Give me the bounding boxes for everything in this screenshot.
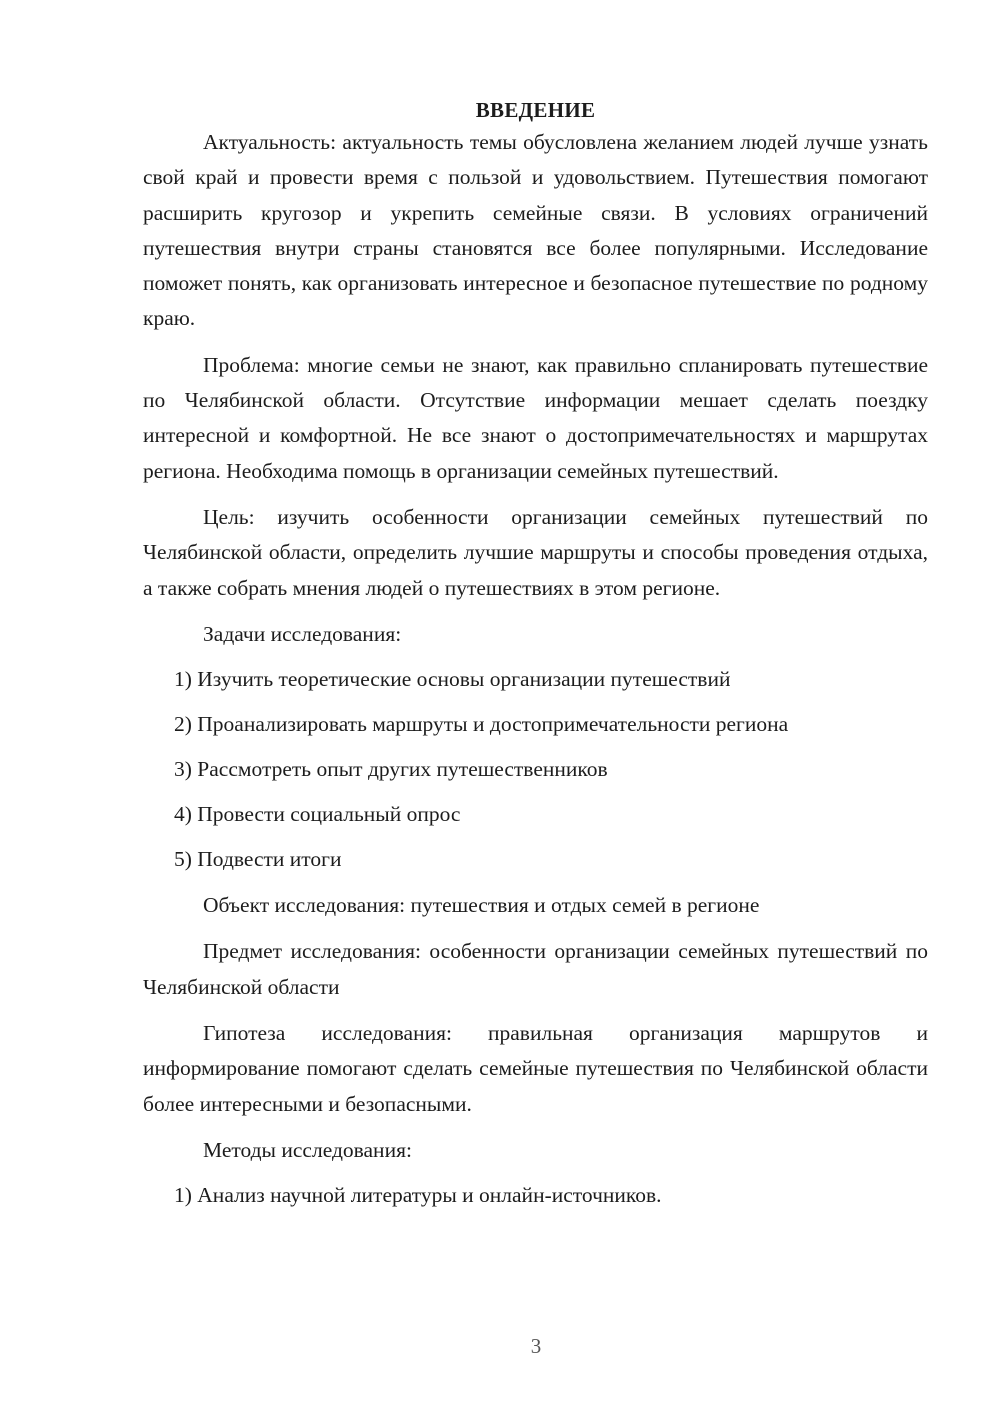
- problem-paragraph: Проблема: многие семьи не знают, как правильно спланировать путешествие по Челябинской области. Отсутствие информации мешает сделать поездку интересной и комфортной. Не все знают о достопримечательностях и маршрутах региона. Необходима помощь в организации семейных путешествий.: [143, 352, 928, 483]
- page-number: 3: [530, 1334, 542, 1358]
- document-title: ВВЕДЕНИЕ: [475, 98, 596, 122]
- tasks-heading: Задачи исследования:: [203, 621, 402, 646]
- document-page: [143, 95, 928, 1213]
- task-item: 3) Рассмотреть опыт других путешественников: [174, 757, 608, 782]
- object-paragraph: Объект исследования: путешествия и отдых семей в регионе: [203, 893, 760, 918]
- task-item: 5) Подвести итоги: [174, 847, 342, 872]
- task-item: 2) Проанализировать маршруты и достопримечательности региона: [174, 712, 789, 737]
- hypothesis-paragraph: Гипотеза исследования: правильная организация маршрутов и информирование помогают сделать семейные путешествия по Челябинской области более интересными и безопасными.: [143, 1021, 928, 1116]
- subject-paragraph: Предмет исследования: особенности организации семейных путешествий по Челябинской области: [143, 939, 928, 999]
- task-item: 1) Изучить теоретические основы организации путешествий: [174, 667, 731, 692]
- relevance-paragraph: Актуальность: актуальность темы обусловлена желанием людей лучше узнать свой край и провести время с пользой и удовольствием. Путешествия помогают расширить кругозор и укрепить семейные связи. В условиях ограничений путешествия внутри страны становятся все более популярными. Исследование поможет понять, как организовать интересное и безопасное путешествие по родному краю.: [143, 130, 928, 331]
- method-item: 1) Анализ научной литературы и онлайн-источников.: [174, 1183, 662, 1208]
- task-item: 4) Провести социальный опрос: [174, 802, 461, 827]
- methods-heading: Методы исследования:: [203, 1137, 412, 1162]
- goal-paragraph: Цель: изучить особенности организации семейных путешествий по Челябинской области, определить лучшие маршруты и способы проведения отдыха, а также собрать мнения людей о путешествиях в этом регионе.: [143, 504, 928, 600]
